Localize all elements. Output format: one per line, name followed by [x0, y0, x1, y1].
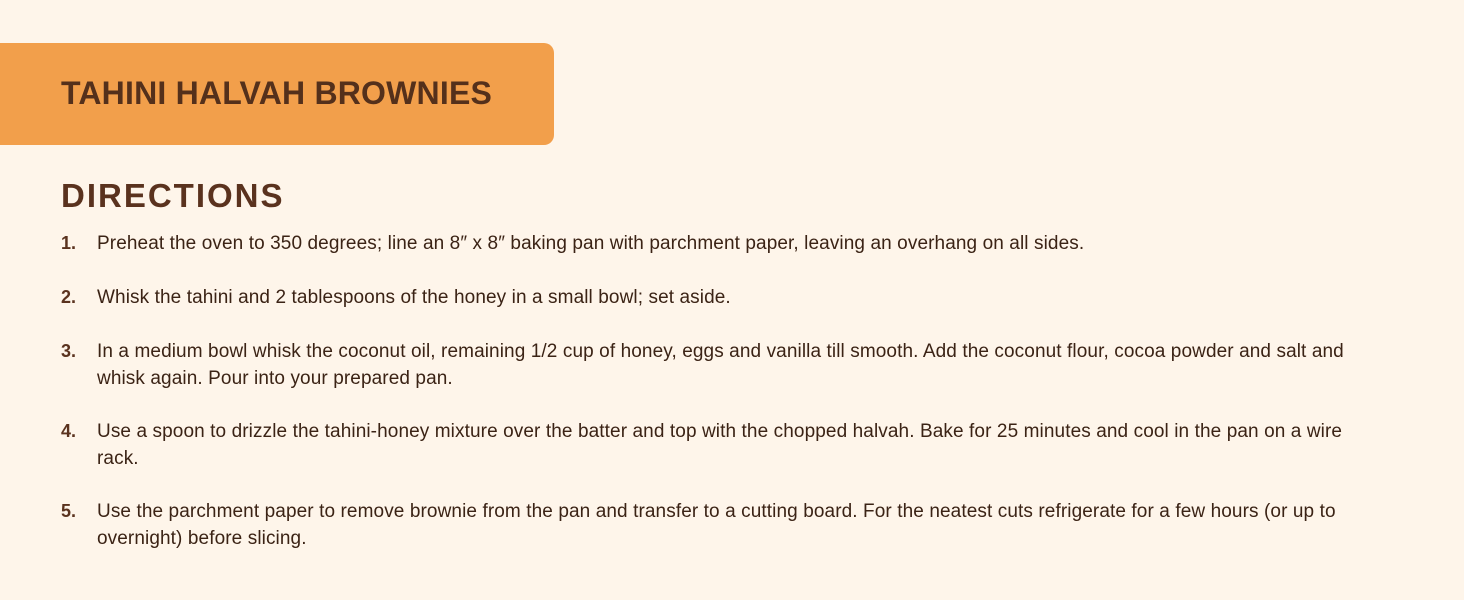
step-text: Preheat the oven to 350 degrees; line an 8″ x 8″ baking pan with parchment paper, leaving an overhang on all sides.	[97, 233, 1085, 254]
step-number: 3.	[61, 341, 77, 361]
step-text: Use a spoon to drizzle the tahini-honey mixture over the batter and top with the chopped halvah. Bake for 25 minutes and cool in the pan on a wire rack.	[97, 421, 1343, 469]
direction-step-1	[61, 230, 1381, 257]
direction-step-3	[61, 338, 1381, 392]
step-number: 2.	[61, 287, 77, 307]
step-text: Use the parchment paper to remove brownie from the pan and transfer to a cutting board. For the neatest cuts refrigerate for a few hours (or up to overnight) before slicing.	[97, 501, 1336, 549]
step-number: 1.	[61, 233, 77, 253]
directions-heading: DIRECTIONS	[61, 177, 285, 214]
step-number: 5.	[61, 501, 77, 521]
step-text: Whisk the tahini and 2 tablespoons of the honey in a small bowl; set aside.	[97, 287, 731, 308]
direction-step-4	[61, 418, 1381, 472]
step-number: 4.	[61, 421, 77, 441]
direction-step-5	[61, 498, 1381, 552]
recipe-title: TAHINI HALVAH BROWNIES	[61, 75, 493, 111]
step-text: In a medium bowl whisk the coconut oil, remaining 1/2 cup of honey, eggs and vanilla till smooth. Add the coconut flour, cocoa powder and salt and whisk again. Pour into your prepared pan.	[97, 341, 1344, 389]
direction-step-2	[61, 284, 1381, 311]
